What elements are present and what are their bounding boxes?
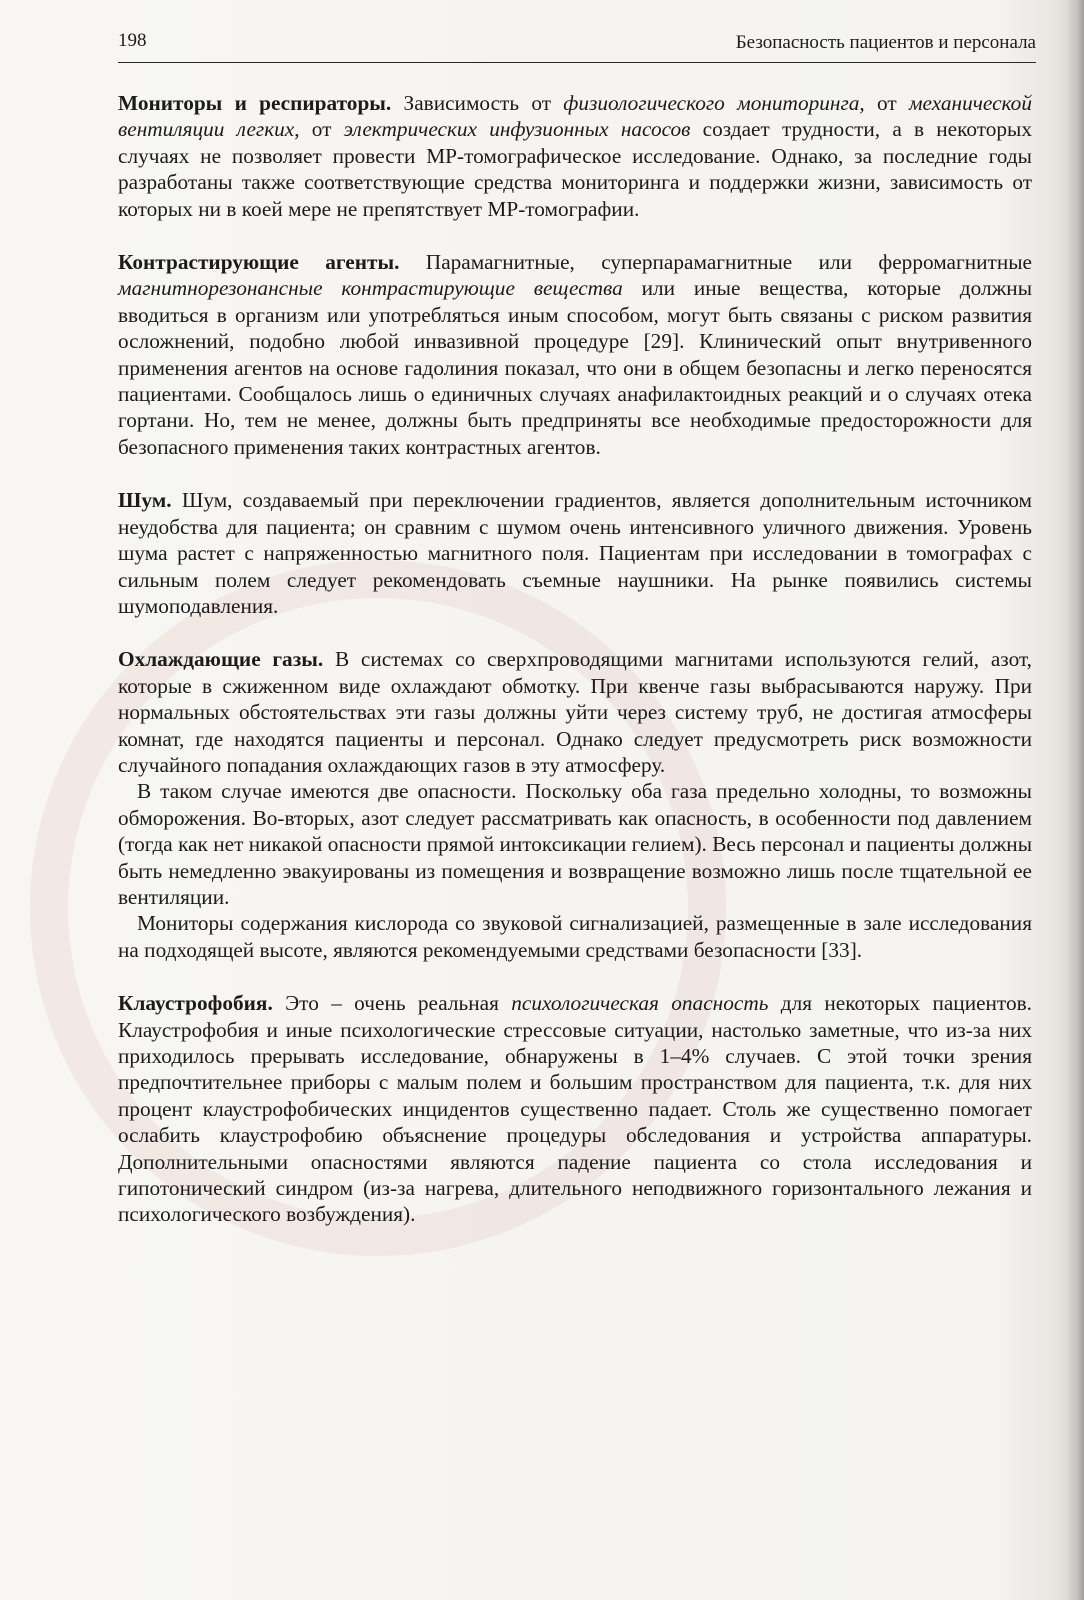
paragraph [118,487,1032,619]
section-cooling-gases [118,646,1032,963]
italic-term: механической вентиляции легких [118,91,1032,142]
paragraph [118,646,1032,778]
text-run: для некоторых пациентов. Клаустрофобия и иные психологические стрессовые ситуации, настолько заметные, что из-за них приходилось прерывать исследование, обнаружены в 1–4% случаев. С этой точки зрения предпочтительнее приборы с малым полем и большим пространством для пациента, т.к. для них процент клаустрофобических инцидентов существенно падает. Столь же существенно помогает ослабить клаустрофобию объяснение процедуры обследования и устройства аппаратуры. Дополнительными опасностями являются падение пациента со стола исследования и гипотонический синдром (из-за нагрева, длительного неподвижного горизонтального лежания и психологического возбуждения). [118,991,1032,1227]
page-number: 198 [118,30,147,51]
running-header [118,28,1036,63]
section-heading: Охлаждающие газы. [118,647,324,672]
paragraph [118,990,1032,1228]
text-run: или иные вещества, которые должны вводиться в организм или употребляться иным способом, могут быть связаны с риском развития осложнений, подобно любой инвазивной процедуре [29]. Клинический опыт внутривенного применения агентов на основе гадолиния показал, что они в общем безопасны и легко переносятся пациентами. Сообщалось лишь о единичных случаях анафилактоидных реакций и о случаях отека гортани. Но, тем не менее, должны быть предприняты все необходимые предосторожности для безопасного применения таких контрастных агентов. [118,276,1032,459]
text-run: В системах со сверхпроводящими магнитами используются гелий, азот, которые в сжиженном виде охлаждают обмотку. При квенче газы выбрасываются наружу. При нормальных обстоятельствах эти газы должны уйти через систему труб, не достигая атмосферы комнат, где находятся пациенты и персонал. Однако следует предусмотреть риск возможности случайного попадания охлаждающих газов в эту атмосферу. [118,647,1032,777]
paragraph: Мониторы содержания кислорода со звуковой сигнализацией, размещенные в зале исследования на подходящей высоте, являются рекомендуемыми средствами безопасности [33]. [118,911,1032,962]
text-run: , от [294,117,344,142]
section-heading: Контрастирующие агенты. [118,250,400,275]
text-run: создает трудности, а в некоторых случаях не позволяет провести МР-томографическое исследование. Однако, за последние годы разработаны также соответствующие средства мониторинга и поддержки жизни, зависимость от которых ни в коей мере не препятствует МР-томографии. [118,117,1032,221]
italic-term: физиологического мониторинга [563,91,860,115]
paragraph: В таком случае имеются две опасности. Поскольку оба газа предельно холодны, то возможны обморожения. Во-вторых, азот следует рассматривать как опасность, в особенности под давлением (тогда как нет никакой опасности прямой интоксикации гелием). Весь персонал и пациенты должны быть немедленно эвакуированы из помещения и возвращение возможно лишь после тщательной ее вентиляции. [118,779,1032,909]
text-run: Это – очень реальная [272,991,512,1016]
section-contrast-agents [118,249,1032,460]
text-run: , от [859,91,909,115]
section-monitors [118,90,1032,222]
paragraph [118,249,1032,460]
body-text [118,90,1032,1255]
section-heading: Клаустрофобия. [118,991,273,1016]
text-run: Шум, создаваемый при переключении градиентов, является дополнительным источником неудобства для пациента; он сравним с шумом очень интенсивного уличного движения. Уровень шума растет с напряженностью магнитного поля. Пациентам при исследовании в томографах с сильным полем следует рекомендовать съемные наушники. На рынке появились системы шумоподавления. [118,488,1032,618]
text-run: Зависимость от [391,91,564,115]
section-claustrophobia [118,990,1032,1228]
section-noise [118,487,1032,619]
italic-term: электрических инфузионных насосов [343,117,691,142]
paragraph [118,90,1032,222]
section-heading: Мониторы и респираторы. [118,91,392,115]
running-title: Безопасность пациентов и персонала [735,32,1036,53]
page-edge-shadow [1066,0,1084,1600]
section-heading: Шум. [118,488,172,513]
text-run: Парамагнитные, суперпарамагнитные или ферромагнитные [399,250,1032,275]
italic-term: психологическая опасность [511,991,769,1016]
italic-term: магнитнорезонансные контрастирующие вещества [118,276,623,301]
